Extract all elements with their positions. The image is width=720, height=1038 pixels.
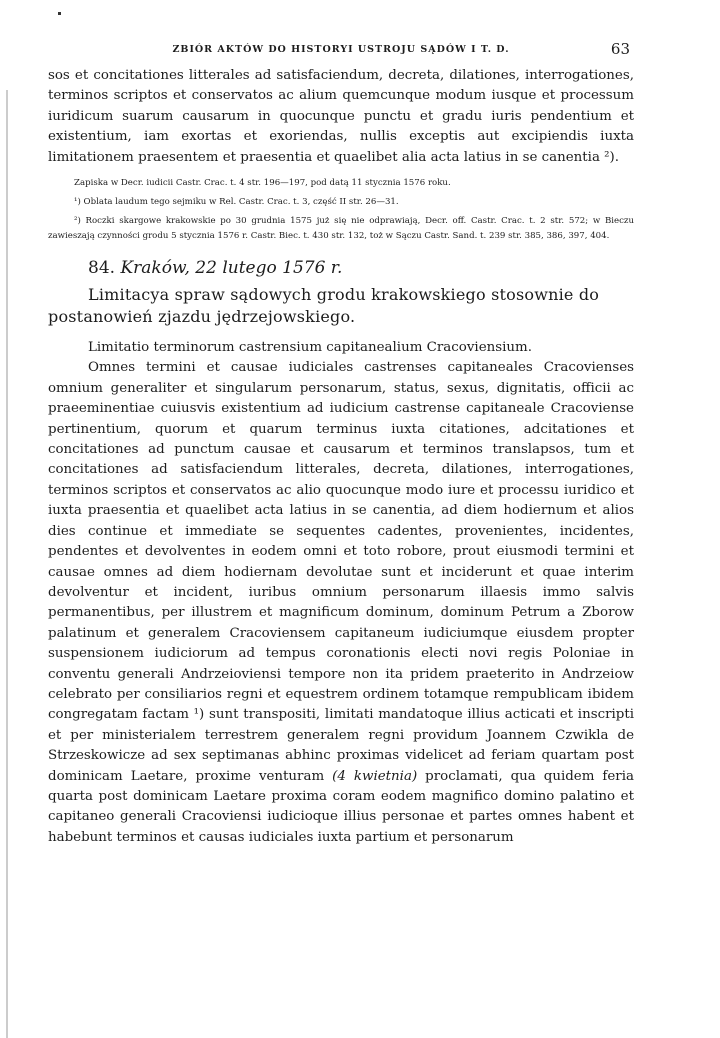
page-edge-shadow — [6, 90, 8, 1038]
footnote-2: ²) Roczki skargowe krakowskie po 30 grudnia 1575 już się nie odprawiają, Decr. off. Castr. Crac. t. 2 str. 572; w Bieczu zawieszają czynności grodu 5 stycznia 1576 r. Castr. Biec. t. 430 str. 132, toż w Sączu Castr. Sand. t. 239 str. 385, 386, 397, 404. — [48, 216, 634, 242]
opening-paragraph: sos et concitationes litterales ad satisfaciendum, decreta, dilationes, interrogationes, terminos scriptos et conservatos ac alium quemcunque modum iusque et processum iuridicum suarum causarum in quocunque punctu et gradu iuris pendentium et existentium, iam exortas et exoriendas, nullis exceptis aut excipiendis iuxta limitationem praesentem et praesentia et quaelibet alia acta latius in se canentia ²). — [48, 68, 634, 165]
running-title: ZBIÓR AKTÓW DO HISTORYI USTROJU SĄDÓW I T. D. — [172, 44, 510, 55]
source-note: Zapiska w Decr. iudicii Castr. Crac. t. 4 str. 196—197, pod datą 11 stycznia 1576 roku. — [74, 178, 451, 189]
footnote-1: ¹) Oblata laudum tego sejmiku w Rel. Castr. Crac. t. 3, część II str. 26—31. — [74, 197, 399, 208]
notes-block — [48, 176, 634, 244]
document-paragraph-main: Omnes termini et causae iudiciales castrenses capitaneales Cracovienses omnium generaliter et singularum personarum, status, sexus, dignitatis, officii ac praeeminentiae cuiusvis existentium ad iudicium castrense capitaneale Cracoviense pertinentium, quorum et quarum terminus iuxta citationes, adcitationes et concitationes ad punctum causae et causarum et terminos translapsos, tum et concitationes ad satisfaciendum litterales, decreta, dilationes, interrogationes, terminos scriptos et conservatos ac alio quocunque modo iure et processu iuridico et iuxta praesentia et quaelibet acta latius in se canentia, ad diem hodiernum et alios dies continue et immediate se sequentes cadentes, provenientes, incidentes, pendentes et devolventes in eodem omni et toto robore, prout eiusmodi termini et causae omnes ad diem hodiernam devolutae sunt et inciderunt et quae interim devolventur et incident, iuribus omnium personarum illaesis immo salvis permanentibus, per illustrem et magnificum dominum, dominum Petrum a Zborow palatinum et generalem Cracoviensem capitaneum iudiciumque eiusdem propter suspensionem iudiciorum ad tempus coronationis electi novi regis Poloniae in conventu generali Andrzeioviensi tempore non ita pridem praeterito in Andrzeiow celebrato per consiliarios regni et equestrem ordinem totamque rempublicam ibidem congregatam factam ¹) sunt transpositi, limitati mandatoque illius acticati et inscripti et per ministerialem terrestrem generalem regni providum Joannem Czwikla de Strzeskowicze ad sex septimanas abhinc proximas videlicet ad feriam quartam post dominicam Laetare, proxime venturam — [48, 360, 634, 784]
document-title-line: Limitatio terminorum castrensium capitanealium Cracoviensium. — [88, 340, 532, 356]
running-head — [48, 38, 634, 66]
document-paragraph — [48, 358, 634, 848]
document-number: 84. — [88, 258, 116, 279]
document-place-date: Kraków, 22 lutego 1576 r. — [120, 258, 343, 279]
date-note: (4 kwietnia) — [332, 768, 418, 784]
document-regest: Limitacya spraw sądowych grodu krakowskiego stosownie do postanowień zjazdu jędrzejowskiego. — [48, 285, 600, 327]
document-heading — [88, 258, 634, 278]
book-page — [48, 38, 634, 848]
document-paragraph-end: proclamati, qua quidem feria quarta post dominicam Laetare proxima coram eodem magnifico domino palatino et capitaneo generali Cracoviensi iudicioque illius personae et partes omnes habent et habebunt terminos et causas iudiciales iuxta partium et personarum — [48, 768, 634, 845]
page-number: 63 — [610, 40, 630, 58]
scan-speck — [58, 12, 61, 15]
